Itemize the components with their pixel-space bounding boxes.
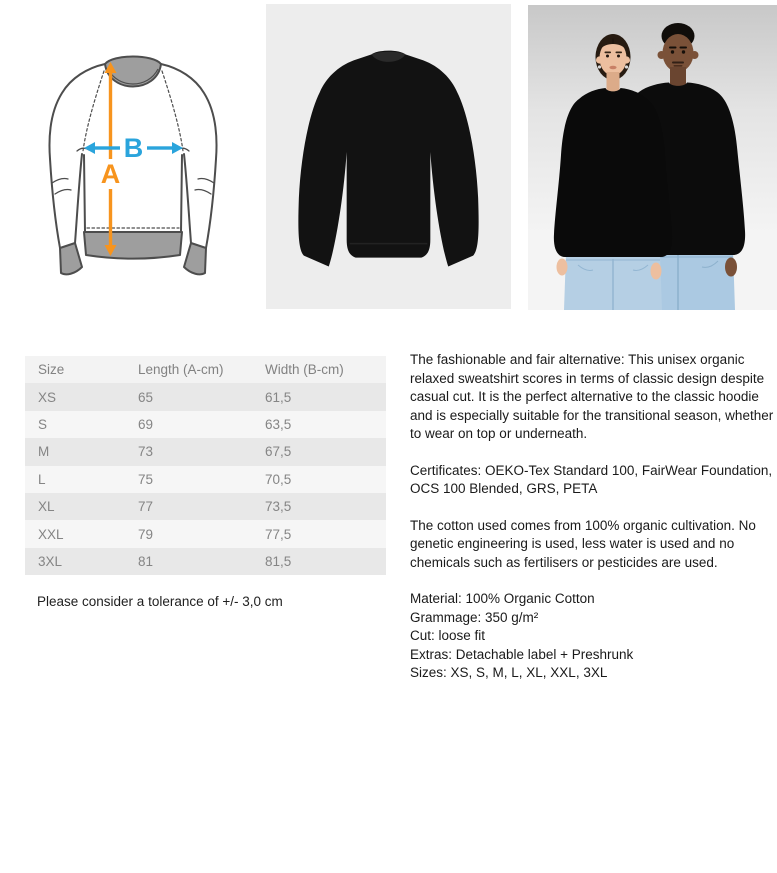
- width-cell: 73,5: [265, 499, 292, 515]
- black-sweatshirt-photo: [266, 4, 511, 309]
- width-cell: 61,5: [265, 389, 292, 405]
- spec-sizes: Sizes: XS, S, M, L, XL, XXL, 3XL: [410, 665, 608, 680]
- size-cell: 3XL: [38, 553, 63, 569]
- spec-cut: Cut: loose fit: [410, 628, 486, 643]
- sweatshirt-ribbing: [60, 57, 206, 275]
- size-diagram-figure: [8, 5, 258, 305]
- measure-label-b: B: [123, 133, 144, 163]
- table-row: [25, 383, 386, 410]
- table-row: [25, 520, 386, 547]
- size-table-header-row: [25, 356, 386, 383]
- table-row: [25, 438, 386, 465]
- models-photo: [528, 5, 777, 310]
- size-cell: XL: [38, 499, 55, 515]
- width-cell: 67,5: [265, 444, 292, 460]
- size-cell: L: [38, 471, 46, 487]
- column-header-size: Size: [38, 362, 65, 378]
- spec-grammage: Grammage: 350 g/m²: [410, 609, 539, 625]
- width-cell: 77,5: [265, 526, 292, 542]
- models-photo-figure: [528, 5, 777, 310]
- length-cell: 73: [138, 444, 154, 460]
- table-row: [25, 411, 386, 438]
- spec-list: [410, 590, 776, 683]
- table-row: [25, 548, 386, 575]
- column-header-length: Length (A-cm): [138, 362, 224, 378]
- certificates-paragraph: Certificates: OEKO-Tex Standard 100, FairWear Foundation, OCS 100 Blended, GRS, PETA: [410, 462, 773, 496]
- tolerance-note: Please consider a tolerance of +/- 3,0 cm: [37, 594, 283, 609]
- cotton-paragraph: The cotton used comes from 100% organic cultivation. No genetic engineering is used, less water is used and no chemicals such as fertilisers or pesticides are used.: [410, 517, 756, 570]
- spec-extras: Extras: Detachable label + Preshrunk: [410, 646, 634, 662]
- size-cell: XS: [38, 389, 57, 405]
- table-row: [25, 493, 386, 520]
- sweatshirt-measurement-diagram: [8, 5, 258, 305]
- measure-arrow-a-icon: [101, 62, 121, 256]
- length-cell: 69: [138, 416, 154, 432]
- description-paragraph: The fashionable and fair alternative: This unisex organic relaxed sweatshirt scores in terms of classic design despite casual cut. It is the perfect alternative to the classic hoodie and is especially suitable for the transitional season, whether to wear on top or underneath.: [410, 352, 774, 441]
- size-cell: XXL: [38, 526, 64, 542]
- length-cell: 81: [138, 553, 154, 569]
- measure-arrow-b-icon: [84, 133, 183, 163]
- table-row: [25, 466, 386, 493]
- black-sweatshirt-silhouette: [298, 51, 478, 267]
- length-cell: 79: [138, 526, 154, 542]
- length-cell: 75: [138, 471, 154, 487]
- product-photo-figure: [266, 4, 511, 309]
- size-cell: M: [38, 444, 50, 460]
- measure-label-a: A: [100, 159, 121, 189]
- width-cell: 70,5: [265, 471, 292, 487]
- width-cell: 81,5: [265, 553, 292, 569]
- size-table: [25, 356, 386, 575]
- product-description: [410, 351, 776, 683]
- width-cell: 63,5: [265, 416, 292, 432]
- length-cell: 65: [138, 389, 154, 405]
- spec-material: Material: 100% Organic Cotton: [410, 591, 595, 606]
- size-cell: S: [38, 416, 48, 432]
- length-cell: 77: [138, 499, 154, 515]
- column-header-width: Width (B-cm): [265, 362, 344, 378]
